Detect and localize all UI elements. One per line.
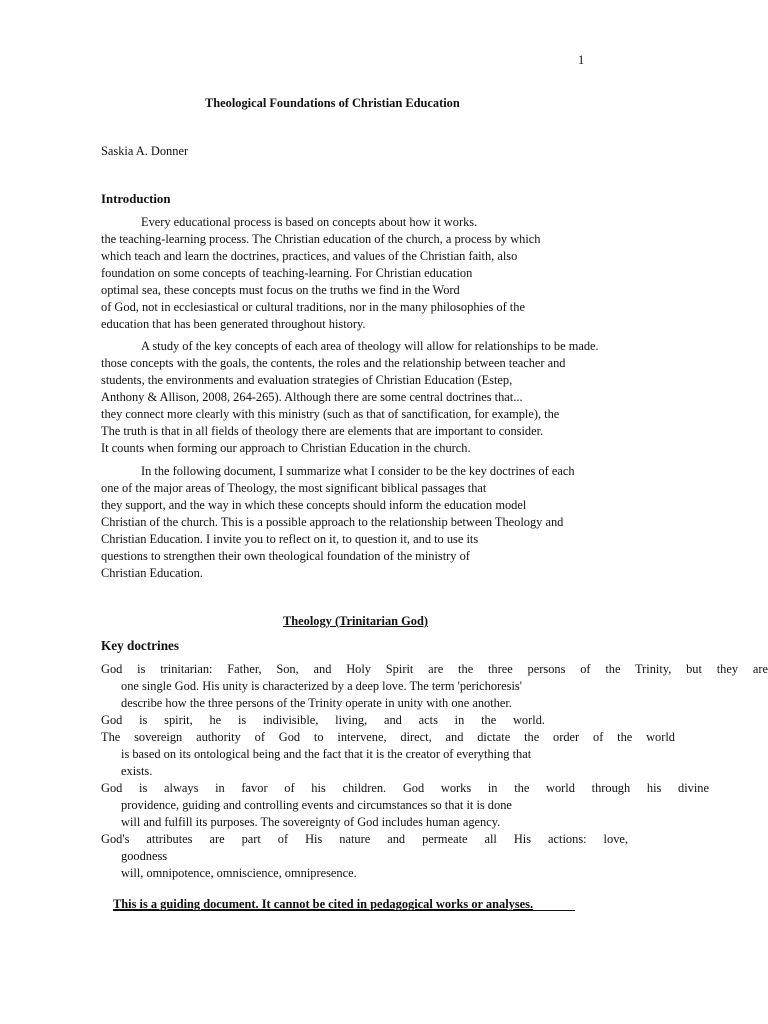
introduction-heading: Introduction [101, 192, 171, 206]
paragraph-line: It counts when forming our approach to Christian Education in the church. [101, 441, 471, 455]
doctrine-line: will and fulfill its purposes. The sovereignty of God includes human agency. [121, 815, 501, 829]
paragraph-line: of God, not in ecclesiastical or cultural traditions, nor in the many philosophies of the [101, 300, 525, 314]
paragraph-line: Christian of the church. This is a possible approach to the relationship between Theology and [101, 515, 564, 529]
page-number: 1 [578, 53, 585, 67]
paragraph-line: they connect more clearly with this ministry (such as that of sanctification, for example), the [101, 407, 560, 421]
paragraph-line: Every educational process is based on concepts about how it works. [141, 215, 478, 229]
paragraph-line: education that has been generated throughout history. [101, 317, 366, 331]
paragraph-line: those concepts with the goals, the contents, the roles and the relationship between teacher and [101, 356, 566, 370]
paragraph-line: students, the environments and evaluation strategies of Christian Education (Estep, [101, 373, 513, 387]
paragraph-line: The truth is that in all fields of theology there are elements that are important to consider. [101, 424, 544, 438]
paragraph-line: optimal sea, these concepts must focus on the truths we find in the Word [101, 283, 460, 297]
paragraph-line: one of the major areas of Theology, the most significant biblical passages that [101, 481, 487, 495]
paragraph-line: Anthony & Allison, 2008, 264-265). Although there are some central doctrines that... [101, 390, 523, 404]
doctrine-line: exists. [121, 764, 153, 778]
theology-section-heading: Theology (Trinitarian God) [283, 614, 429, 628]
doctrine-line: providence, guiding and controlling events and circumstances so that it is done [121, 798, 512, 812]
doctrine-item [101, 712, 768, 729]
doctrine-first-line: God is always in favor of his children. God works in the world through his divine [101, 781, 709, 795]
paragraph-line: Christian Education. [101, 566, 203, 580]
doctrine-item [101, 729, 768, 780]
doctrine-line: will, omnipotence, omniscience, omnipresence. [121, 866, 357, 880]
introduction-paragraph-1 [101, 214, 621, 333]
doctrine-first-line: The sovereign authority of God to intervene, direct, and dictate the order of the world [101, 730, 675, 744]
paragraph-line: A study of the key concepts of each area of theology will allow for relationships to be made. [141, 339, 599, 353]
key-doctrines-heading: Key doctrines [101, 638, 180, 653]
doctrine-item [101, 831, 768, 882]
doctrine-first-line: God is spirit, he is indivisible, living, and acts in the world. [101, 713, 545, 727]
paragraph-line: foundation on some concepts of teaching-learning. For Christian education [101, 266, 473, 280]
footer-rule [113, 910, 575, 911]
paragraph-line: questions to strengthen their own theological foundation of the ministry of [101, 549, 470, 563]
doctrine-line: one single God. His unity is characterized by a deep love. The term 'perichoresis' [121, 679, 522, 693]
doctrine-list [101, 661, 768, 882]
doctrine-first-line: God is trinitarian: Father, Son, and Holy Spirit are the three persons of the Trinity, but they are [101, 662, 768, 676]
footer-note-text: This is a guiding document. It cannot be cited in pedagogical works or analyses. [113, 897, 534, 911]
introduction-paragraph-3 [101, 463, 621, 582]
paragraph-line: In the following document, I summarize what I consider to be the key doctrines of each [141, 464, 575, 478]
doctrine-line: is based on its ontological being and the fact that it is the creator of everything that [121, 747, 532, 761]
introduction-paragraph-2 [101, 338, 621, 457]
paragraph-line: Christian Education. I invite you to reflect on it, to question it, and to use its [101, 532, 479, 546]
author-name: Saskia A. Donner [101, 144, 189, 158]
paragraph-line: which teach and learn the doctrines, practices, and values of the Christian faith, also [101, 249, 518, 263]
doctrine-first-line: God's attributes are part of His nature and permeate all His actions: love, [101, 832, 628, 846]
doctrine-item [101, 661, 768, 712]
doctrine-line: goodness [121, 849, 168, 863]
doctrine-item [101, 780, 768, 831]
paragraph-line: they support, and the way in which these concepts should inform the education model [101, 498, 527, 512]
paragraph-line: the teaching-learning process. The Christian education of the church, a process by which [101, 232, 541, 246]
document-title: Theological Foundations of Christian Education [205, 96, 460, 110]
doctrine-line: describe how the three persons of the Trinity operate in unity with one another. [121, 696, 512, 710]
